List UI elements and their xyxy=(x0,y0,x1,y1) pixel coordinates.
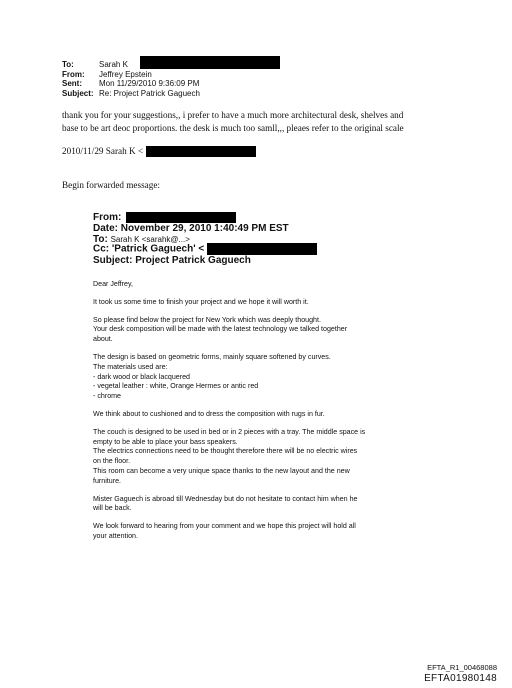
to-label: To: xyxy=(62,60,74,69)
fwd-subject-value: Project Patrick Gaguech xyxy=(135,255,251,267)
text-line: empty to be able to place your bass speakers. xyxy=(93,437,238,446)
fwd-cc-value: 'Patrick Gaguech' < xyxy=(111,243,205,255)
text-line: will be back. xyxy=(93,504,132,513)
text-line: The electrics connections need to be thought therefore there will be no electric wires xyxy=(93,447,358,456)
from-label: From: xyxy=(62,69,85,79)
text-line: So please find below the project for New York which was deeply thought. xyxy=(93,315,321,324)
letter-paragraph-6 xyxy=(93,495,423,515)
fwd-subject-row xyxy=(93,255,317,266)
fwd-from-row xyxy=(93,212,317,223)
from-value: Jeffrey Epstein xyxy=(99,69,152,79)
sent-row xyxy=(62,79,200,89)
text-line: The materials used are: xyxy=(93,362,168,371)
reply-line-1: thank you for your suggestions,, i prefer to have a much more architectural desk, shelves and xyxy=(62,110,404,120)
redaction-bar xyxy=(126,212,236,223)
fwd-date-label: Date: xyxy=(93,223,119,235)
fwd-date-value: November 29, 2010 1:40:49 PM EST xyxy=(120,223,289,235)
letter-paragraph-4: We think about to cushioned and to dress the composition with rugs in fur. xyxy=(93,409,325,418)
fwd-cc-label: Cc: xyxy=(93,243,110,255)
reply-body xyxy=(62,109,404,134)
reply-line-2: base to be art deoc proportions. the desk is much too samll,,, pleaes refer to the original scale xyxy=(62,122,404,133)
redaction-bar xyxy=(207,243,317,255)
text-line: We look forward to hearing from your comment and we hope this project will hold all xyxy=(93,522,356,531)
letter-paragraph-1: It took us some time to finish your project and we hope it will worth it. xyxy=(93,297,309,306)
forwarded-label: Begin forwarded message: xyxy=(62,180,160,190)
fwd-cc-row xyxy=(93,243,317,255)
doc-id-small: EFTA_R1_00468088 xyxy=(427,663,497,672)
letter-paragraph-7 xyxy=(93,522,423,542)
letter-paragraph-5 xyxy=(93,428,423,487)
text-line: your attention. xyxy=(93,531,138,540)
fwd-to-label: To: xyxy=(93,234,108,244)
fwd-from-label: From: xyxy=(93,212,122,224)
fwd-to-row xyxy=(93,234,317,243)
letter-paragraph-3 xyxy=(93,353,423,402)
text-line: furniture. xyxy=(93,476,121,485)
doc-id-large: EFTA01980148 xyxy=(424,673,497,684)
redaction-bar xyxy=(140,56,280,69)
text-line: Your desk composition will be made with the latest technology we talked together xyxy=(93,325,348,334)
forwarded-header xyxy=(93,212,317,266)
letter-paragraph-2 xyxy=(93,316,423,345)
letter-body xyxy=(93,280,423,550)
text-line: This room can become a very unique space thanks to the new layout and the new xyxy=(93,466,350,475)
text-line: - chrome xyxy=(93,392,121,401)
letter-greeting: Dear Jeffrey, xyxy=(93,280,133,288)
quote-intro: 2010/11/29 Sarah K < xyxy=(62,146,144,156)
subject-row xyxy=(62,89,200,99)
text-line: - dark wood or black lacquered xyxy=(93,372,190,381)
text-line: The design is based on geometric forms, mainly square softened by curves. xyxy=(93,352,331,361)
quote-intro-row xyxy=(62,145,256,158)
text-line: about. xyxy=(93,335,113,344)
fwd-date-row xyxy=(93,223,317,234)
sent-label: Sent: xyxy=(62,79,82,88)
text-line: on the floor. xyxy=(93,457,131,466)
to-value: Sarah K xyxy=(99,60,128,69)
fwd-to-value: Sarah K <sarahk@...> xyxy=(110,235,190,244)
sent-value: Mon 11/29/2010 9:36:09 PM xyxy=(99,79,200,88)
fwd-subject-label: Subject: xyxy=(93,255,133,267)
redaction-bar xyxy=(146,146,256,157)
email-header xyxy=(62,60,200,98)
to-row xyxy=(62,60,200,70)
subject-value: Re: Project Patrick Gaguech xyxy=(99,88,200,98)
text-line: The couch is designed to be used in bed or in 2 pieces with a tray. The middle space is xyxy=(93,427,366,436)
subject-label: Subject: xyxy=(62,88,94,98)
from-row xyxy=(62,70,200,80)
text-line: - vegetal leather : white, Orange Hermes or antic red xyxy=(93,382,259,391)
text-line: Mister Gaguech is abroad till Wednesday but do not hesitate to contact him when he xyxy=(93,494,358,503)
